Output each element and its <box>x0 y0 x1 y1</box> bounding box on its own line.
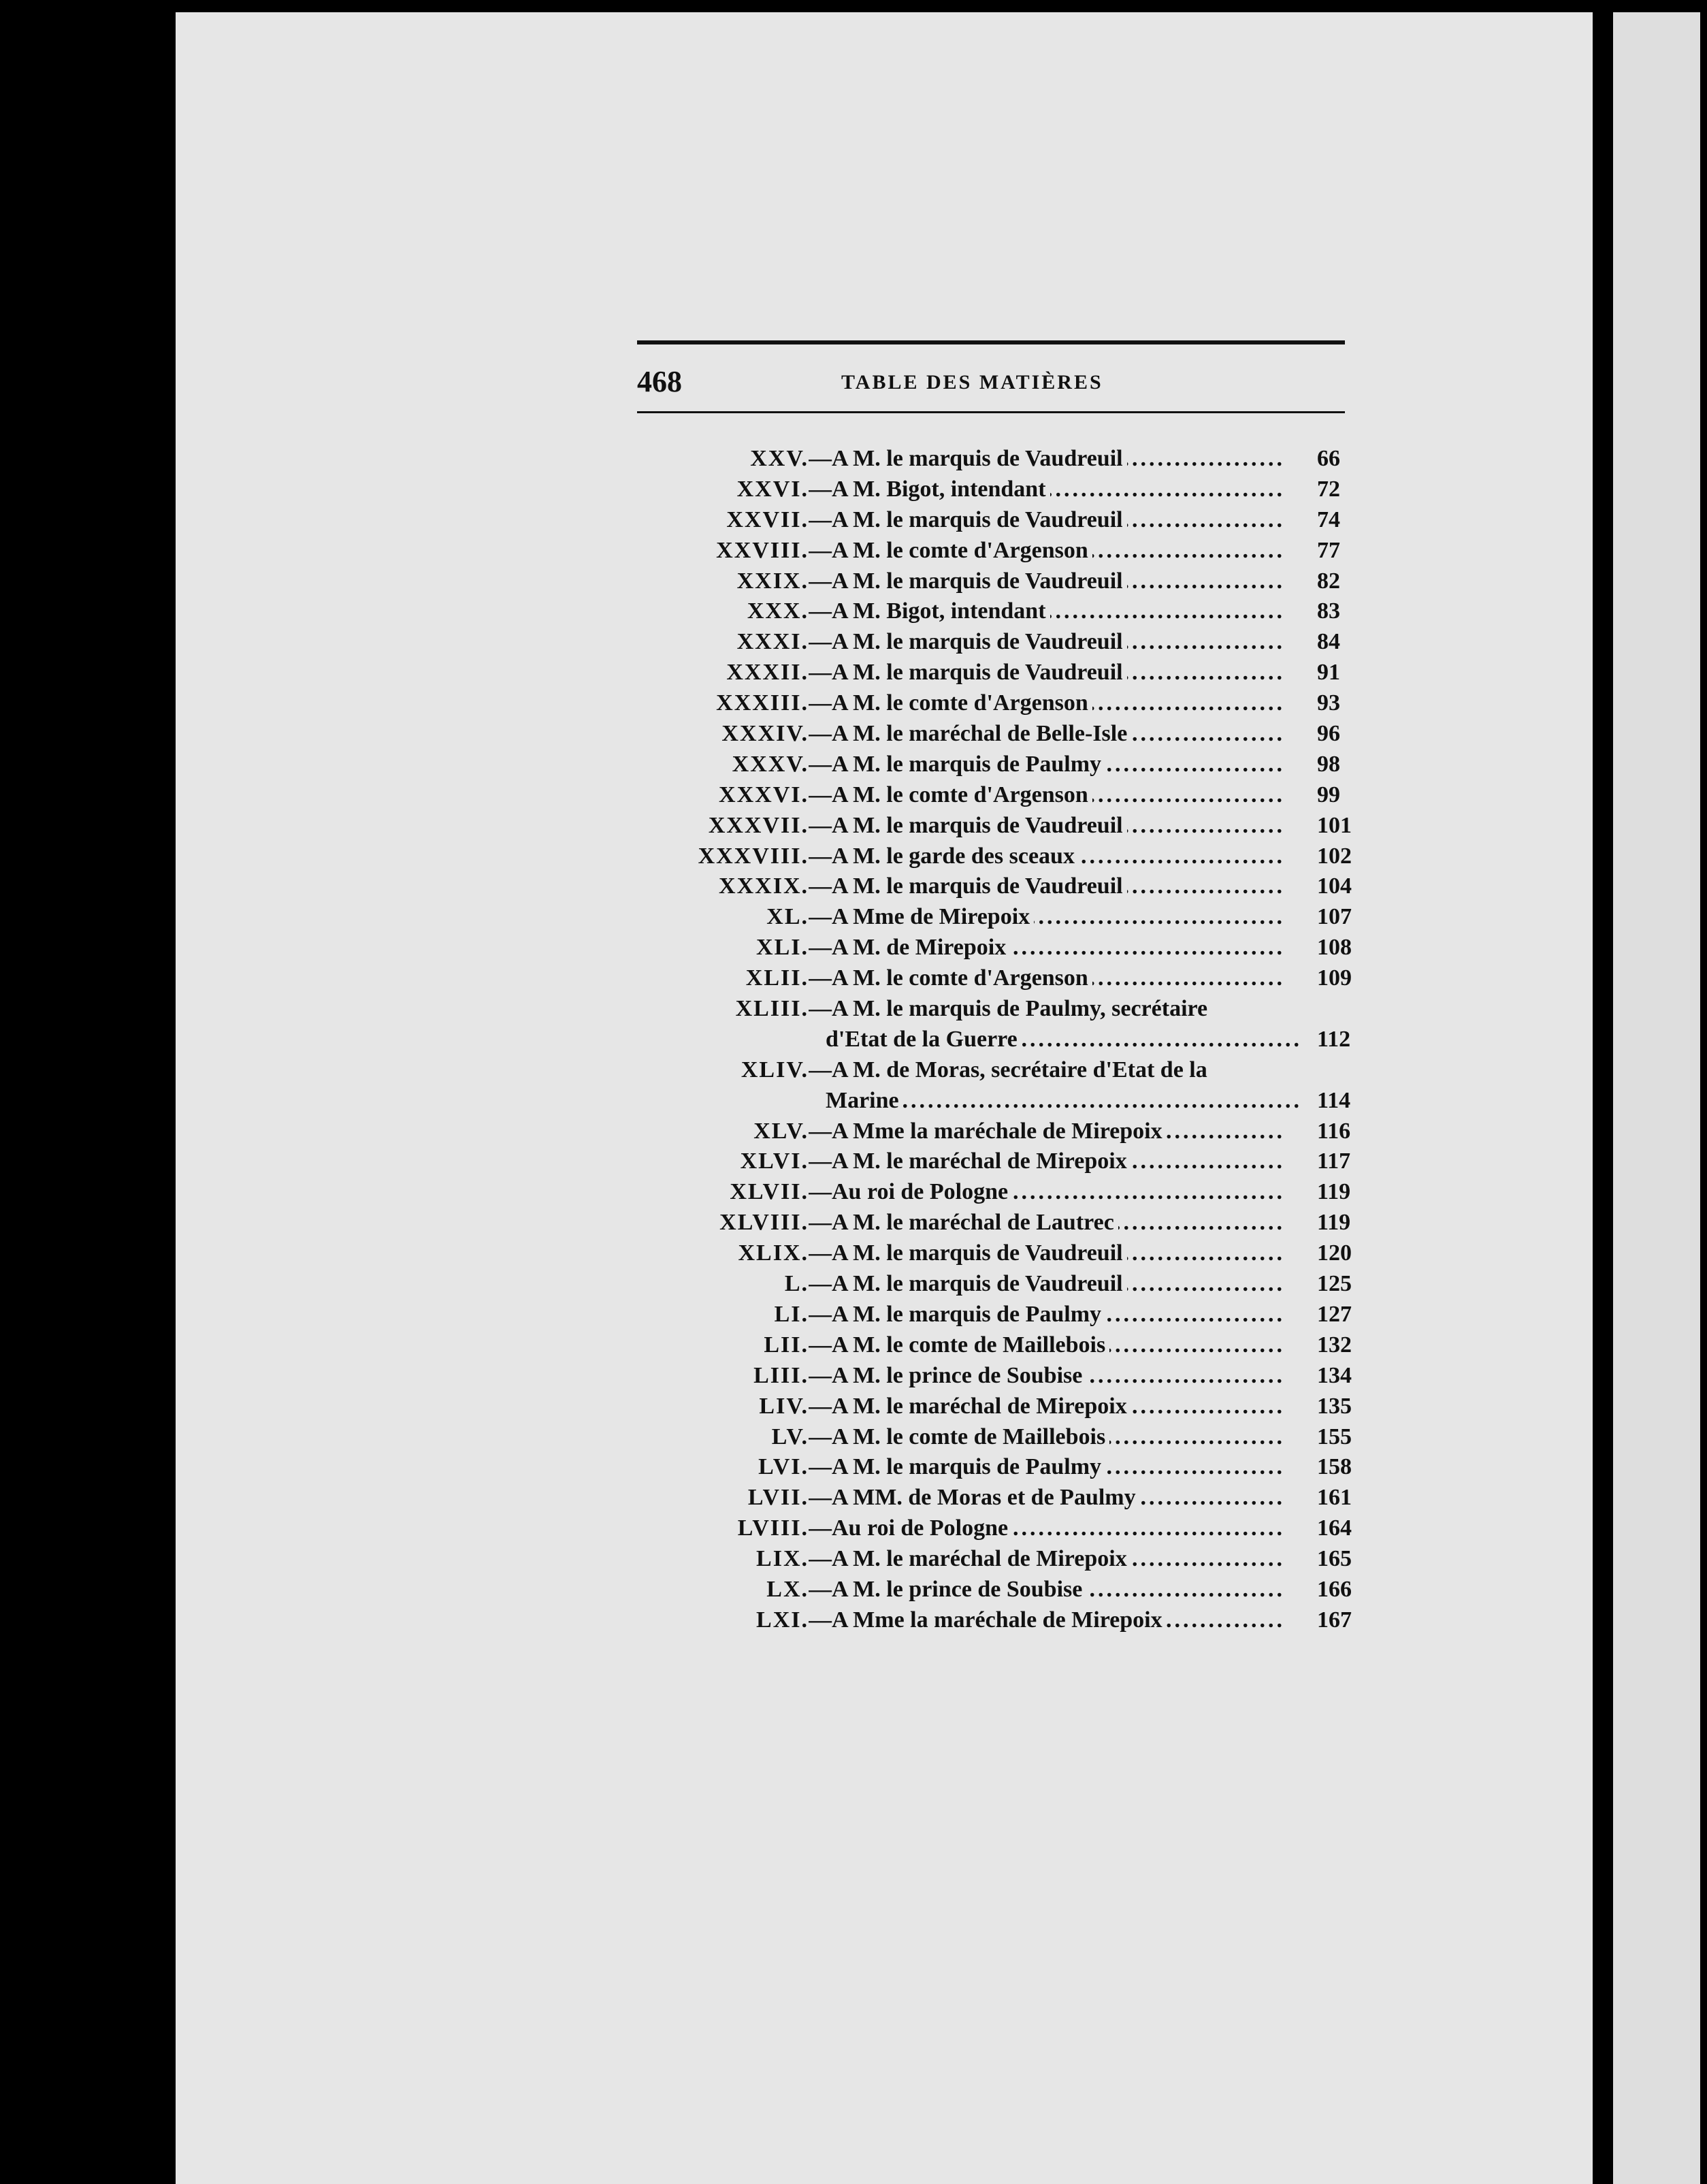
toc-entry <box>653 629 1361 660</box>
entry-title-leader <box>809 1057 1285 1083</box>
entry-number: LVI. <box>758 1454 809 1480</box>
entry-title: —A M. de Moras, secrétaire d'Etat de la <box>809 1057 1212 1082</box>
entry-page-number: 91 <box>1317 660 1340 686</box>
entry-title-leader <box>826 1088 1302 1114</box>
entry-page-number: 155 <box>1317 1424 1352 1449</box>
entry-title-leader <box>809 1485 1285 1511</box>
entry-title-leader <box>809 1240 1285 1266</box>
entry-page-number: 165 <box>1317 1546 1352 1572</box>
entry-title-leader <box>809 1363 1285 1389</box>
entry-number: XXX. <box>747 598 809 624</box>
running-title: TABLE DES MATIÈRES <box>841 371 1103 394</box>
entry-title-leader <box>809 996 1285 1022</box>
entry-page-number: 116 <box>1317 1118 1351 1144</box>
toc-entry <box>653 1179 1361 1210</box>
toc-entry <box>653 507 1361 538</box>
entry-page-number: 127 <box>1317 1301 1352 1327</box>
entry-number: LV. <box>771 1424 809 1449</box>
entry-title: —A M. le marquis de Vaudreuil <box>809 1240 1127 1266</box>
entry-title: —A Mme la maréchale de Mirepoix <box>809 1119 1167 1144</box>
entry-number: LIX. <box>756 1546 809 1572</box>
entry-title: d'Etat de la Guerre <box>826 1027 1022 1052</box>
entry-title: —A Mme la maréchale de Mirepoix <box>809 1607 1167 1633</box>
entry-title: —A M. le maréchal de Mirepoix <box>809 1394 1131 1419</box>
toc-entry <box>653 1485 1361 1515</box>
entry-number: XXIX. <box>736 568 809 594</box>
entry-page-number: 82 <box>1317 568 1340 594</box>
entry-number: XXXII. <box>726 660 809 686</box>
entry-title: —A M. le prince de Soubise <box>809 1363 1086 1388</box>
toc-entry <box>653 1424 1361 1455</box>
entry-title: —Au roi de Pologne <box>809 1179 1012 1204</box>
entry-page-number: 102 <box>1317 843 1352 869</box>
entry-title-leader <box>809 1546 1285 1572</box>
toc-entry <box>653 660 1361 690</box>
toc-entry <box>653 477 1361 507</box>
entry-page-number: 166 <box>1317 1576 1352 1602</box>
entry-number: LI. <box>774 1301 809 1327</box>
entry-title: —A M. le comte d'Argenson <box>809 782 1092 807</box>
toc-entry <box>653 1210 1361 1240</box>
entry-title-leader <box>809 1424 1285 1450</box>
entry-number: LX. <box>766 1576 809 1602</box>
entry-title: —A M. le marquis de Paulmy, secrétaire <box>809 996 1212 1021</box>
entry-title-leader <box>809 721 1285 747</box>
facing-page-edge <box>1613 12 1700 2184</box>
entry-page-number: 158 <box>1317 1454 1352 1480</box>
entry-title-leader <box>809 1607 1285 1633</box>
entry-page-number: 66 <box>1317 446 1340 471</box>
entry-number: XLIII. <box>735 996 809 1022</box>
entry-title: —A M. le marquis de Vaudreuil <box>809 568 1127 594</box>
entry-title: —A Mme de Mirepoix <box>809 904 1034 929</box>
toc-entry <box>653 1057 1361 1088</box>
entry-page-number: 101 <box>1317 812 1352 838</box>
table-of-contents <box>653 446 1361 1638</box>
entry-title-leader <box>809 1454 1285 1480</box>
toc-entry <box>653 1119 1361 1149</box>
entry-page-number: 99 <box>1317 782 1340 807</box>
entry-title: —A M. le marquis de Paulmy <box>809 752 1105 777</box>
entry-page-number: 107 <box>1317 904 1352 930</box>
entry-number: LXI. <box>756 1607 809 1633</box>
entry-title-leader <box>809 1394 1285 1419</box>
toc-entry <box>653 1332 1361 1363</box>
toc-entry <box>653 1088 1361 1119</box>
entry-title: —A M. Bigot, intendant <box>809 477 1050 502</box>
entry-number: XXV. <box>750 446 809 471</box>
entry-title-leader <box>809 629 1285 655</box>
entry-title-leader <box>809 1302 1285 1328</box>
toc-entry <box>653 1240 1361 1271</box>
entry-number: LVIII. <box>737 1515 809 1541</box>
entry-page-number: 104 <box>1317 873 1352 899</box>
entry-page-number: 119 <box>1317 1210 1351 1236</box>
entry-title-leader <box>809 782 1285 808</box>
entry-number: LVII. <box>747 1485 809 1511</box>
entry-title: —A M. le maréchal de Mirepoix <box>809 1546 1131 1571</box>
entry-title: —A M. le comte d'Argenson <box>809 690 1092 716</box>
toc-entry <box>653 782 1361 813</box>
entry-title: —Au roi de Pologne <box>809 1515 1012 1541</box>
entry-title: Marine <box>826 1088 903 1113</box>
entry-number: XXXVIII. <box>698 843 809 869</box>
entry-title: —A M. le comte d'Argenson <box>809 965 1092 991</box>
entry-number: XLIV. <box>741 1057 809 1082</box>
entry-number: XXVII. <box>726 507 809 532</box>
entry-title: —A M. de Mirepoix <box>809 935 1010 960</box>
entry-title-leader <box>826 1027 1302 1053</box>
entry-number: XLII. <box>745 965 809 991</box>
entry-title-leader <box>809 568 1285 594</box>
entry-page-number: 93 <box>1317 690 1340 716</box>
toc-entry <box>653 721 1361 752</box>
entry-number: XXVI. <box>736 476 809 502</box>
header-rule-top <box>637 340 1345 344</box>
header-rule-bottom <box>637 411 1345 413</box>
entry-title-leader <box>809 477 1285 502</box>
entry-title: —A M. le marquis de Vaudreuil <box>809 629 1127 654</box>
entry-title-leader <box>809 1149 1285 1174</box>
entry-title: —A M. le marquis de Vaudreuil <box>809 1271 1127 1296</box>
toc-entry <box>653 965 1361 996</box>
entry-title-leader <box>809 1515 1285 1541</box>
entry-number: LIII. <box>753 1362 809 1388</box>
entry-number: LIV. <box>759 1393 809 1419</box>
entry-page-number: 117 <box>1317 1149 1351 1174</box>
toc-entry <box>653 1607 1361 1638</box>
entry-page-number: 135 <box>1317 1393 1352 1419</box>
entry-page-number: 119 <box>1317 1179 1351 1205</box>
entry-title: —A M. le marquis de Vaudreuil <box>809 660 1127 685</box>
entry-page-number: 161 <box>1317 1485 1352 1511</box>
page-header <box>637 364 1345 405</box>
entry-number: LII. <box>764 1332 809 1358</box>
entry-title: —A M. le marquis de Vaudreuil <box>809 446 1127 471</box>
entry-number: XXXIV. <box>721 721 809 747</box>
entry-title: —A M. le maréchal de Mirepoix <box>809 1149 1131 1174</box>
entry-number: XLIX. <box>738 1240 809 1266</box>
entry-title-leader <box>809 752 1285 777</box>
entry-number: XXXVI. <box>719 782 809 807</box>
toc-entry <box>653 1515 1361 1546</box>
entry-number: XLVII. <box>730 1179 809 1205</box>
entry-page-number: 72 <box>1317 476 1340 502</box>
toc-entry <box>653 935 1361 965</box>
toc-entry <box>653 752 1361 782</box>
entry-title: —A M. le comte d'Argenson <box>809 538 1092 563</box>
entry-title: —A M. Bigot, intendant <box>809 598 1050 624</box>
entry-title-leader <box>809 507 1285 533</box>
page-number: 468 <box>637 365 682 398</box>
entry-page-number: 132 <box>1317 1332 1352 1358</box>
toc-entry <box>653 1363 1361 1394</box>
entry-title-leader <box>809 904 1285 930</box>
entry-title-leader <box>809 1210 1285 1236</box>
entry-title-leader <box>809 813 1285 839</box>
entry-title: —A M. le maréchal de Belle-Isle <box>809 721 1131 746</box>
entry-title: —A M. le marquis de Vaudreuil <box>809 507 1127 532</box>
entry-title: —A M. le marquis de Paulmy <box>809 1454 1105 1479</box>
entry-title-leader <box>809 965 1285 991</box>
toc-entry <box>653 813 1361 844</box>
entry-number: XLVIII. <box>719 1210 809 1236</box>
entry-title-leader <box>809 1271 1285 1297</box>
entry-title-leader <box>809 1179 1285 1205</box>
entry-page-number: 74 <box>1317 507 1340 532</box>
entry-title-leader <box>809 660 1285 686</box>
entry-page-number: 125 <box>1317 1271 1352 1297</box>
toc-entry <box>653 690 1361 721</box>
entry-page-number: 109 <box>1317 965 1352 991</box>
entry-title-leader <box>809 873 1285 899</box>
entry-number: XXXVII. <box>708 812 809 838</box>
entry-title: —A M. le marquis de Vaudreuil <box>809 873 1127 899</box>
entry-title: —A MM. de Moras et de Paulmy <box>809 1485 1140 1510</box>
entry-number: XXXIX. <box>719 873 809 899</box>
entry-page-number: 98 <box>1317 751 1340 777</box>
entry-title-leader <box>809 1577 1285 1603</box>
entry-title-leader <box>809 1332 1285 1358</box>
toc-entry <box>653 1546 1361 1577</box>
entry-number: XLV. <box>753 1118 809 1144</box>
entry-page-number: 164 <box>1317 1515 1352 1541</box>
toc-entry <box>653 1149 1361 1179</box>
entry-title: —A M. le marquis de Paulmy <box>809 1302 1105 1327</box>
toc-entry <box>653 538 1361 568</box>
entry-page-number: 112 <box>1317 1026 1351 1052</box>
toc-entry <box>653 446 1361 477</box>
entry-number: XL. <box>766 904 809 930</box>
entry-title: —A M. le marquis de Vaudreuil <box>809 813 1127 838</box>
entry-page-number: 134 <box>1317 1362 1352 1388</box>
toc-entry <box>653 844 1361 874</box>
toc-entry <box>653 873 1361 904</box>
toc-entry <box>653 1577 1361 1607</box>
entry-page-number: 167 <box>1317 1607 1352 1633</box>
entry-page-number: 83 <box>1317 598 1340 624</box>
toc-entry <box>653 1027 1361 1057</box>
entry-number: XXXI. <box>736 629 809 655</box>
toc-entry <box>653 568 1361 599</box>
entry-title: —A M. le comte de Maillebois <box>809 1332 1109 1358</box>
toc-entry <box>653 598 1361 629</box>
entry-number: XLVI. <box>740 1149 809 1174</box>
entry-number: L. <box>784 1271 809 1297</box>
toc-entry <box>653 1394 1361 1424</box>
entry-page-number: 114 <box>1317 1087 1351 1113</box>
toc-entry <box>653 1302 1361 1332</box>
entry-page-number: 84 <box>1317 629 1340 655</box>
entry-page-number: 96 <box>1317 721 1340 747</box>
entry-title-leader <box>809 538 1285 564</box>
entry-page-number: 120 <box>1317 1240 1352 1266</box>
entry-title-leader <box>809 690 1285 716</box>
entry-title-leader <box>809 1119 1285 1144</box>
entry-title-leader <box>809 844 1285 869</box>
entry-title-leader <box>809 935 1285 961</box>
entry-title: —A M. le comte de Maillebois <box>809 1424 1109 1449</box>
entry-title-leader <box>809 598 1285 624</box>
entry-page-number: 77 <box>1317 537 1340 563</box>
toc-entry <box>653 904 1361 935</box>
entry-number: XXXV. <box>732 751 809 777</box>
entry-title: —A M. le garde des sceaux <box>809 844 1079 869</box>
toc-entry <box>653 1271 1361 1302</box>
entry-title-leader <box>809 446 1285 472</box>
entry-title: —A M. le prince de Soubise <box>809 1577 1086 1602</box>
entry-number: XXXIII. <box>716 690 809 716</box>
entry-number: XXVIII. <box>716 537 809 563</box>
entry-number: XLI. <box>756 935 809 961</box>
entry-title: —A M. le maréchal de Lautrec <box>809 1210 1118 1235</box>
entry-page-number: 108 <box>1317 935 1352 961</box>
toc-entry <box>653 996 1361 1027</box>
toc-entry <box>653 1454 1361 1485</box>
